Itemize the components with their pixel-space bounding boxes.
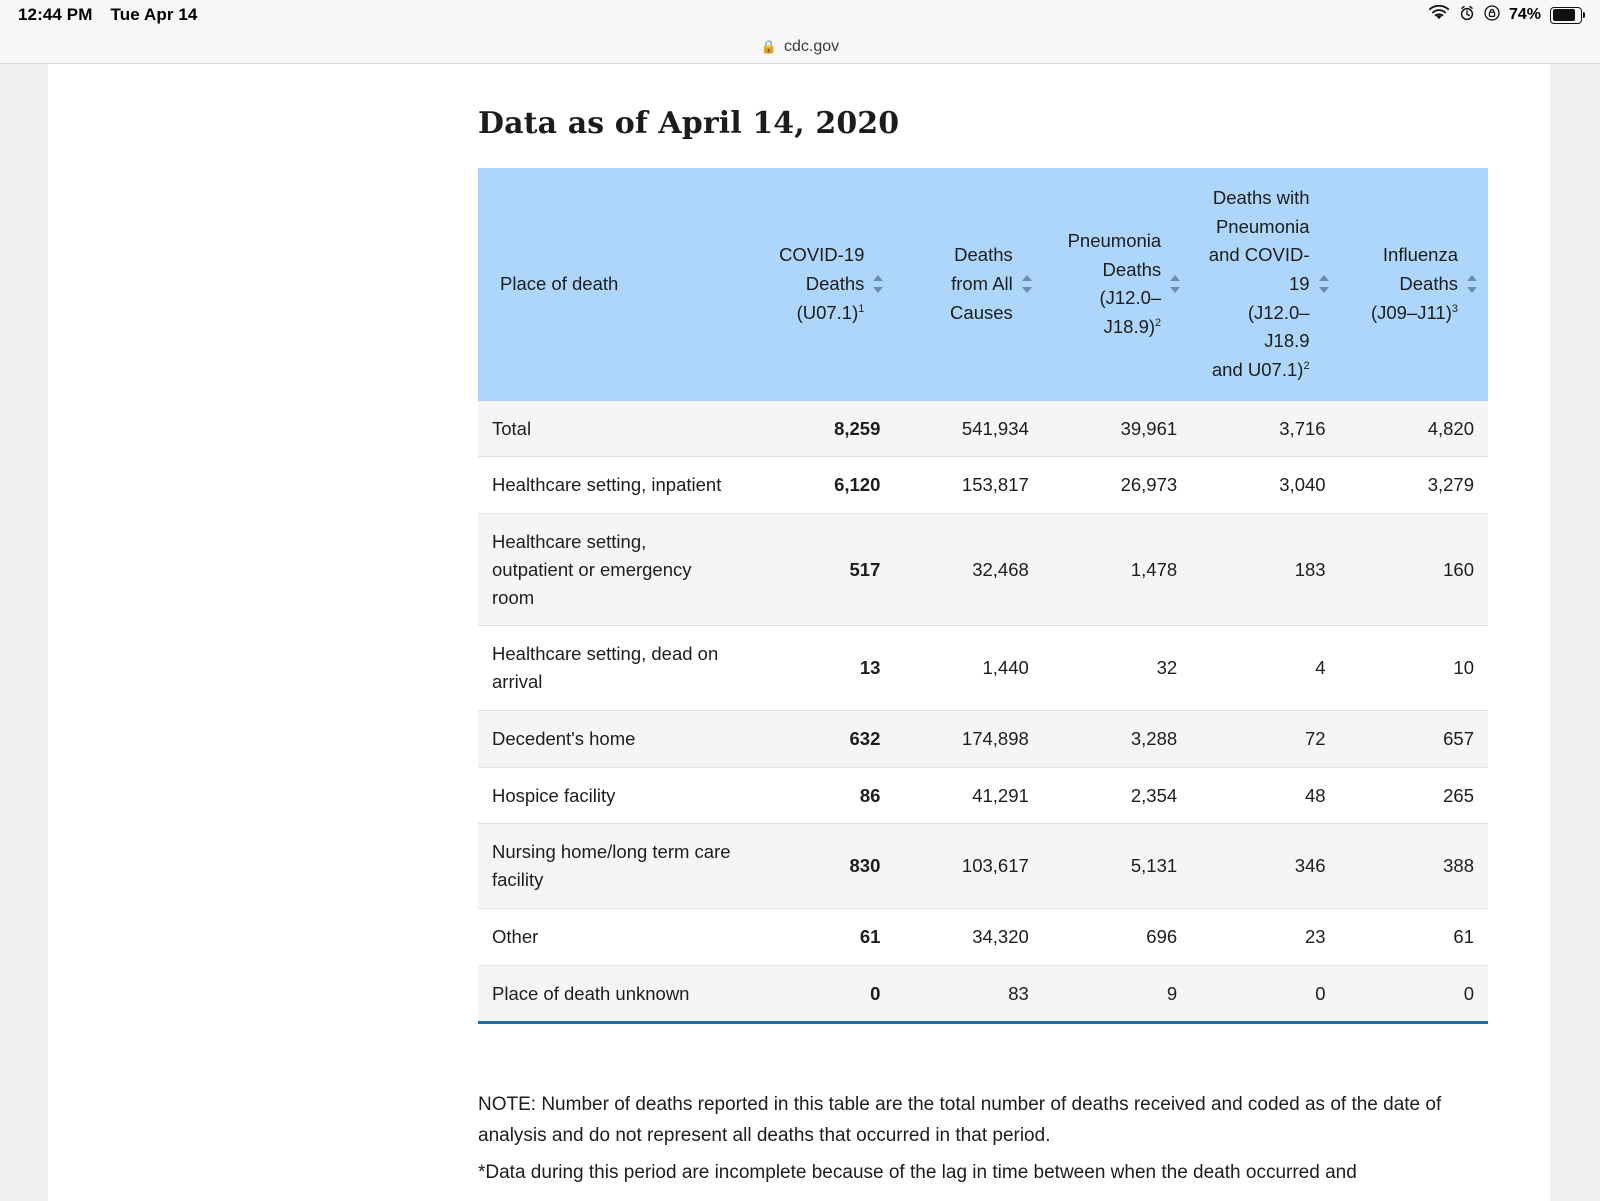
cell-all-causes: 34,320 xyxy=(894,908,1042,965)
status-bar-time: 12:44 PM xyxy=(18,5,93,24)
alarm-icon xyxy=(1459,5,1475,25)
cell-influenza: 10 xyxy=(1340,626,1488,711)
note-line-1: NOTE: Number of deaths reported in this table are the total number of deaths received and coded as of the date of analysis and do not represent all deaths that occurred in that period. xyxy=(478,1094,1442,1147)
column-header-place-of-death-label: Place of death xyxy=(500,273,619,295)
cell-influenza: 265 xyxy=(1340,767,1488,824)
cell-pneumonia-covid: 3,716 xyxy=(1191,401,1339,457)
cell-covid-deaths: 830 xyxy=(746,824,894,909)
sort-icon[interactable] xyxy=(1022,275,1033,293)
cell-influenza: 657 xyxy=(1340,710,1488,767)
allcauses-header-line3: Causes xyxy=(950,301,1013,323)
cell-pneumonia: 5,131 xyxy=(1043,824,1191,909)
influenza-header-footnote: 3 xyxy=(1451,302,1458,315)
cell-all-causes: 83 xyxy=(894,965,1042,1023)
cell-all-causes: 541,934 xyxy=(894,401,1042,457)
column-header-covid19-deaths[interactable] xyxy=(746,168,894,401)
column-header-influenza-deaths[interactable] xyxy=(1340,168,1488,401)
page-title: Data as of April 14, 2020 xyxy=(478,106,900,141)
pneucovid-header-footnote: 2 xyxy=(1303,359,1310,372)
influenza-header-line3: (J09–J11) xyxy=(1370,301,1452,323)
table-row xyxy=(478,457,1488,514)
sort-icon[interactable] xyxy=(1319,275,1330,293)
pneucovid-header-line6: and U07.1) xyxy=(1211,359,1304,381)
cell-all-causes: 174,898 xyxy=(894,710,1042,767)
cell-pneumonia-covid: 0 xyxy=(1191,965,1339,1023)
table-row xyxy=(478,514,1488,626)
note-line-2: *Data during this period are incomplete because of the lag in time between when the death occurred and xyxy=(478,1161,1357,1183)
covid-header-footnote: 1 xyxy=(858,302,865,315)
table-row xyxy=(478,824,1488,909)
pneumonia-header-line2: Deaths xyxy=(1102,258,1162,280)
cell-influenza: 160 xyxy=(1340,514,1488,626)
pneucovid-header-line1: Deaths with xyxy=(1212,187,1310,208)
table-notes xyxy=(478,1090,1498,1188)
cell-influenza: 388 xyxy=(1340,824,1488,909)
wifi-icon xyxy=(1428,5,1450,25)
table-row xyxy=(478,710,1488,767)
sort-icon[interactable] xyxy=(873,275,884,293)
sort-icon[interactable] xyxy=(1467,275,1478,293)
influenza-header-line1: Influenza xyxy=(1382,244,1458,266)
cell-pneumonia-covid: 346 xyxy=(1191,824,1339,909)
ios-status-bar xyxy=(0,0,1600,30)
cell-pneumonia: 2,354 xyxy=(1043,767,1191,824)
page-margin-right xyxy=(1550,64,1600,1201)
cell-covid-deaths: 86 xyxy=(746,767,894,824)
column-header-deaths-all-causes[interactable] xyxy=(894,168,1042,401)
allcauses-header-line2: from All xyxy=(951,273,1013,295)
battery-icon xyxy=(1550,7,1582,24)
cell-covid-deaths: 6,120 xyxy=(746,457,894,514)
sort-icon[interactable] xyxy=(1170,275,1181,293)
allcauses-header-line1: Deaths xyxy=(954,244,1013,266)
cell-place: Hospice facility xyxy=(478,767,746,824)
status-bar-right xyxy=(1428,5,1582,25)
cell-pneumonia-covid: 4 xyxy=(1191,626,1339,711)
status-bar-date: Tue Apr 14 xyxy=(110,5,198,24)
cell-place: Total xyxy=(478,401,746,457)
lock-icon: 🔒 xyxy=(760,39,778,54)
column-header-pneumonia-deaths[interactable] xyxy=(1043,168,1191,401)
cell-place: Healthcare setting, inpatient xyxy=(478,457,746,514)
battery-percent-label: 74% xyxy=(1508,6,1541,23)
cell-covid-deaths: 13 xyxy=(746,626,894,711)
table-header xyxy=(478,168,1488,401)
table-row xyxy=(478,626,1488,711)
cell-pneumonia: 3,288 xyxy=(1043,710,1191,767)
cell-place: Decedent's home xyxy=(478,710,746,767)
cell-pneumonia-covid: 48 xyxy=(1191,767,1339,824)
pneumonia-header-footnote: 2 xyxy=(1155,316,1162,329)
webpage-viewport xyxy=(0,64,1600,1201)
cell-influenza: 4,820 xyxy=(1340,401,1488,457)
cell-pneumonia: 39,961 xyxy=(1043,401,1191,457)
cell-all-causes: 153,817 xyxy=(894,457,1042,514)
pneucovid-header-line2: Pneumonia xyxy=(1215,215,1310,237)
article-content xyxy=(48,64,1550,1189)
cell-covid-deaths: 632 xyxy=(746,710,894,767)
status-bar-left xyxy=(18,5,197,25)
table-row xyxy=(478,767,1488,824)
pneumonia-header-line4: J18.9) xyxy=(1103,316,1156,338)
cell-pneumonia-covid: 23 xyxy=(1191,908,1339,965)
page-content-area xyxy=(48,64,1550,1201)
table-row xyxy=(478,908,1488,965)
pneumonia-header-line3: (J12.0– xyxy=(1099,287,1162,309)
deaths-by-place-table xyxy=(478,168,1488,1024)
column-header-place-of-death[interactable] xyxy=(478,168,746,401)
covid-header-line2: Deaths xyxy=(805,273,865,295)
cell-place: Place of death unknown xyxy=(478,965,746,1023)
cell-pneumonia: 26,973 xyxy=(1043,457,1191,514)
pneucovid-header-line5: (J12.0–J18.9 xyxy=(1247,301,1310,352)
pneumonia-header-line1: Pneumonia xyxy=(1067,230,1162,251)
cell-pneumonia: 32 xyxy=(1043,626,1191,711)
cell-pneumonia: 9 xyxy=(1043,965,1191,1023)
cell-covid-deaths: 61 xyxy=(746,908,894,965)
cell-covid-deaths: 517 xyxy=(746,514,894,626)
table-header-row xyxy=(478,168,1488,401)
table-body xyxy=(478,401,1488,1023)
cell-pneumonia-covid: 72 xyxy=(1191,710,1339,767)
cell-pneumonia-covid: 3,040 xyxy=(1191,457,1339,514)
cell-pneumonia: 696 xyxy=(1043,908,1191,965)
covid-header-line3: (U07.1) xyxy=(796,301,859,323)
pneucovid-header-line4: 19 xyxy=(1288,273,1310,295)
orientation-lock-icon xyxy=(1484,5,1500,25)
table-row xyxy=(478,965,1488,1023)
cell-place: Other xyxy=(478,908,746,965)
cell-covid-deaths: 8,259 xyxy=(746,401,894,457)
pneucovid-header-line3: and COVID- xyxy=(1208,244,1310,266)
cell-place: Healthcare setting, dead on arrival xyxy=(478,626,746,711)
cell-covid-deaths: 0 xyxy=(746,965,894,1023)
cell-influenza: 0 xyxy=(1340,965,1488,1023)
influenza-header-line2: Deaths xyxy=(1399,273,1458,295)
cell-pneumonia-covid: 183 xyxy=(1191,514,1339,626)
cell-place: Nursing home/long term care facility xyxy=(478,824,746,909)
cell-all-causes: 103,617 xyxy=(894,824,1042,909)
browser-address-bar[interactable] xyxy=(0,30,1600,64)
cell-place: Healthcare setting, outpatient or emergency room xyxy=(478,514,746,626)
url-text: cdc.gov xyxy=(784,37,840,55)
cell-pneumonia: 1,478 xyxy=(1043,514,1191,626)
page-margin-left xyxy=(0,64,48,1201)
covid-header-line1: COVID-19 xyxy=(779,244,865,266)
cell-all-causes: 41,291 xyxy=(894,767,1042,824)
cell-influenza: 61 xyxy=(1340,908,1488,965)
cell-all-causes: 1,440 xyxy=(894,626,1042,711)
table-row xyxy=(478,401,1488,457)
cell-influenza: 3,279 xyxy=(1340,457,1488,514)
column-header-pneumonia-and-covid[interactable] xyxy=(1191,168,1339,401)
cell-all-causes: 32,468 xyxy=(894,514,1042,626)
